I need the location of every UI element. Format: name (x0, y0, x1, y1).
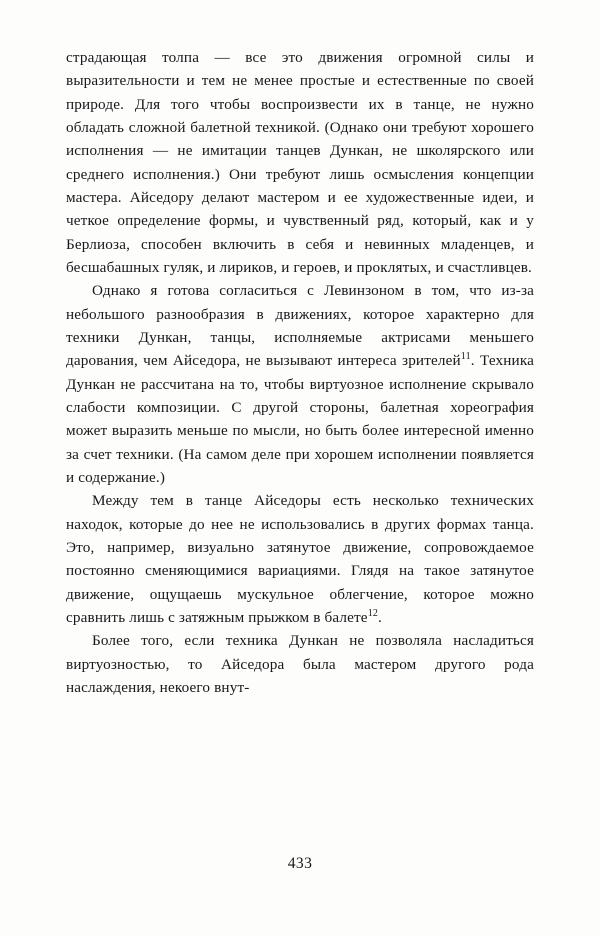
paragraph-1 (66, 46, 534, 279)
paragraph-3 (66, 489, 534, 629)
paragraph-3-text: Между тем в танце Айседоры есть несколько технических находок, которые до нее не использовались в других формах танца. Это, например, визуально затянутое движение, сопровождаемое постоянно сменяющимися вариациями. Глядя на такое затянутое движение, ощущаешь мускульное облегчение, которое можно сравнить лишь с затяжным прыжком в балете (66, 492, 534, 626)
paragraph-2 (66, 279, 534, 489)
paragraph-3-text-after: . (378, 608, 382, 626)
paragraph-1-text: страдающая толпа — все это движения огромной силы и выразительности и тем не менее простые и естественные по своей природе. Для того чтобы воспроизвести их в танце, не нужно обладать сложной балетной техникой. (Однако они требуют хорошего исполнения — не имитации танцев Дункан, не школярского или среднего исполнения.) Они требуют лишь осмысления концепции мастера. Айседору делают мастером и ее художественные идеи, и четкое определение формы, и чувственный ряд, который, как и у Берлиоза, способен включить в себя и невинных младенцев, и бесшабашных гуляк, и лириков, и героев, и проклятых, и счастливцев. (66, 49, 534, 276)
paragraph-4 (66, 629, 534, 699)
footnote-marker-12[interactable]: 12 (367, 607, 379, 619)
paragraph-2-text-after: . Техника Дункан не рассчитана на то, чтобы виртуозное исполнение скрывало слабости композиции. С другой стороны, балетная хореография может выразить меньше по мысли, но быть более интересной именно за счет техники. (На самом деле при хорошем исполнении появляется и содержание.) (66, 352, 535, 486)
footnote-marker-11[interactable]: 11 (460, 351, 471, 363)
paragraph-2-text: Однако я готова согласиться с Левинзоном в том, что из-за небольшого разнообразия в движениях, которое характерно для техники Дункан, танцы, исполняемые актрисами меньшего дарования, чем Айседора, не вызывают интереса зрителей (66, 282, 534, 370)
paragraph-4-text: Более того, если техника Дункан не позволяла насладиться виртуозностью, то Айседора была мастером другого рода наслаждения, некоего внут- (66, 632, 534, 696)
page-body (66, 46, 534, 699)
page-number: 433 (287, 855, 313, 872)
